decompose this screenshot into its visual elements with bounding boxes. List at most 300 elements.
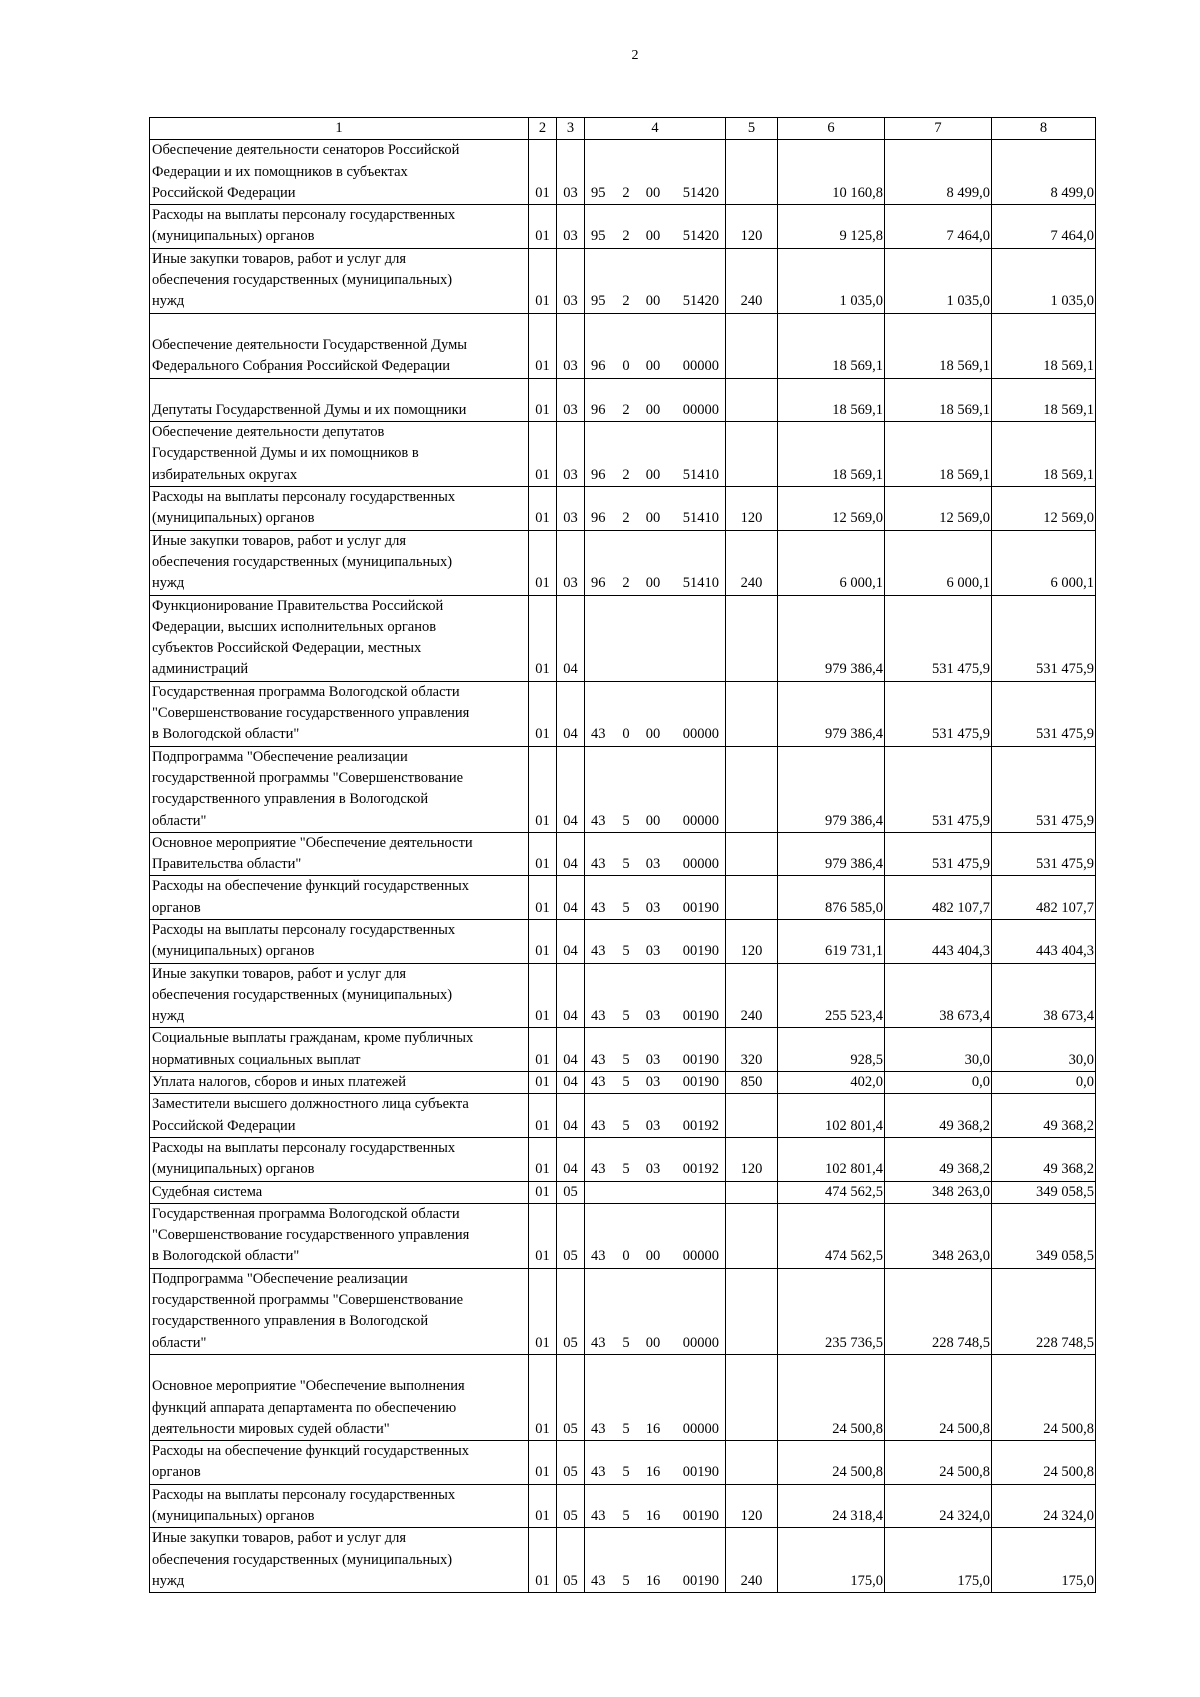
target-program-code: 96 [591,358,606,375]
target-subprogram-code: 5 [622,943,630,960]
row-subsection-code: 04 [557,1028,585,1072]
row-amount-col6: 18 569,1 [778,378,885,422]
target-subprogram-code: 2 [622,466,630,483]
target-activity-code: 00 [645,184,661,201]
row-target-article [585,681,726,746]
target-program-code: 43 [591,1420,606,1437]
row-target-article [585,1354,726,1440]
row-subsection-code: 04 [557,681,585,746]
row-amount-col6: 18 569,1 [778,422,885,487]
table-row [150,963,1096,1028]
row-expense-type [726,313,778,378]
row-name: Депутаты Государственной Думы и их помощники [150,378,529,422]
row-name: Функционирование Правительства Российской Федерации, высших исполнительных органов субъектов Российской Федерации, местных администраций [150,595,529,681]
row-amount-col6: 979 386,4 [778,681,885,746]
row-subsection-code: 05 [557,1354,585,1440]
target-program-code: 43 [591,726,606,743]
row-amount-col7: 18 569,1 [885,313,992,378]
row-amount-col6: 928,5 [778,1028,885,1072]
target-activity-code: 00 [645,575,661,592]
row-amount-col7: 24 324,0 [885,1484,992,1528]
target-subprogram-code: 5 [622,1074,630,1091]
row-amount-col8: 531 475,9 [992,832,1096,876]
target-subprogram-code: 0 [622,358,630,375]
table-row [150,1072,1096,1094]
row-amount-col8: 49 368,2 [992,1094,1096,1138]
target-subprogram-code: 5 [622,1420,630,1437]
target-article-parts [585,291,725,312]
row-expense-type: 240 [726,248,778,313]
row-section-code: 01 [529,1181,557,1203]
target-program-code: 43 [591,1117,606,1134]
table-row [150,530,1096,595]
table-row [150,681,1096,746]
row-amount-col8: 175,0 [992,1528,1096,1593]
target-program-code: 95 [591,184,606,201]
target-activity-code: 03 [645,899,661,916]
target-article-parts [585,811,725,832]
row-section-code: 01 [529,1028,557,1072]
row-section-code: 01 [529,248,557,313]
row-expense-type: 240 [726,1528,778,1593]
row-amount-col8: 531 475,9 [992,595,1096,681]
target-subprogram-code: 2 [622,575,630,592]
row-amount-col7: 30,0 [885,1028,992,1072]
row-section-code: 01 [529,1528,557,1593]
row-target-article [585,248,726,313]
target-article-parts [585,1571,725,1592]
row-amount-col6: 24 500,8 [778,1441,885,1485]
target-subprogram-code: 0 [622,726,630,743]
table-row [150,1181,1096,1203]
target-subprogram-code: 2 [622,228,630,245]
target-article-parts [585,1072,725,1093]
row-amount-col7: 348 263,0 [885,1203,992,1268]
row-subsection-code: 04 [557,746,585,832]
target-program-code: 43 [591,1161,606,1178]
row-amount-col6: 402,0 [778,1072,885,1094]
header-col-4: 4 [585,118,726,140]
target-activity-code: 16 [645,1464,661,1481]
target-activity-code: 00 [645,1334,661,1351]
row-target-article [585,1484,726,1528]
target-direction-code: 51410 [682,466,719,483]
row-expense-type [726,140,778,205]
table-row [150,487,1096,531]
row-name: Уплата налогов, сборов и иных платежей [150,1072,529,1094]
row-subsection-code: 05 [557,1203,585,1268]
row-amount-col6: 1 035,0 [778,248,885,313]
row-amount-col8: 18 569,1 [992,422,1096,487]
target-direction-code: 51410 [682,575,719,592]
row-section-code: 01 [529,205,557,249]
table-row [150,1094,1096,1138]
row-subsection-code: 05 [557,1181,585,1203]
row-amount-col8: 12 569,0 [992,487,1096,531]
row-section-code: 01 [529,1094,557,1138]
header-col-3: 3 [557,118,585,140]
table-header-row [150,118,1096,140]
target-activity-code: 00 [645,293,661,310]
target-article-parts [585,226,725,247]
row-target-article [585,1072,726,1094]
target-activity-code: 03 [645,1008,661,1025]
row-name: Подпрограмма "Обеспечение реализации государственной программы "Совершенствование государственного управления в Вологодской области" [150,1268,529,1354]
row-expense-type [726,1441,778,1485]
table-row [150,876,1096,920]
row-name: Государственная программа Вологодской области "Совершенствование государственного управления в Вологодской области" [150,681,529,746]
header-col-7: 7 [885,118,992,140]
row-expense-type: 240 [726,530,778,595]
row-name: Расходы на выплаты персоналу государственных (муниципальных) органов [150,1484,529,1528]
target-article-parts [585,573,725,594]
row-subsection-code: 03 [557,422,585,487]
target-activity-code: 00 [645,510,661,527]
header-col-1: 1 [150,118,529,140]
row-amount-col6: 18 569,1 [778,313,885,378]
row-subsection-code: 05 [557,1441,585,1485]
row-subsection-code: 05 [557,1484,585,1528]
row-target-article [585,530,726,595]
target-activity-code: 03 [645,1161,661,1178]
row-section-code: 01 [529,378,557,422]
row-subsection-code: 03 [557,140,585,205]
row-subsection-code: 03 [557,313,585,378]
row-amount-col6: 255 523,4 [778,963,885,1028]
row-section-code: 01 [529,530,557,595]
row-subsection-code: 04 [557,919,585,963]
target-subprogram-code: 5 [622,1008,630,1025]
row-amount-col8: 24 324,0 [992,1484,1096,1528]
table-row [150,205,1096,249]
row-name: Иные закупки товаров, работ и услуг для обеспечения государственных (муниципальных) нужд [150,1528,529,1593]
row-target-article [585,1528,726,1593]
target-activity-code: 00 [645,1248,661,1265]
row-section-code: 01 [529,1441,557,1485]
target-program-code: 43 [591,856,606,873]
row-amount-col6: 10 160,8 [778,140,885,205]
row-amount-col8: 8 499,0 [992,140,1096,205]
row-amount-col6: 979 386,4 [778,746,885,832]
target-program-code: 96 [591,466,606,483]
row-name: Обеспечение деятельности Государственной Думы Федерального Собрания Российской Федерации [150,313,529,378]
row-amount-col8: 18 569,1 [992,313,1096,378]
row-amount-col6: 876 585,0 [778,876,885,920]
table-row [150,140,1096,205]
target-program-code: 96 [591,575,606,592]
row-subsection-code: 03 [557,248,585,313]
target-program-code: 43 [591,1008,606,1025]
target-subprogram-code: 5 [622,856,630,873]
row-section-code: 01 [529,919,557,963]
target-article-parts [585,854,725,875]
target-direction-code: 00000 [682,1420,719,1437]
row-section-code: 01 [529,746,557,832]
row-section-code: 01 [529,1137,557,1181]
row-name: Расходы на обеспечение функций государственных органов [150,876,529,920]
row-expense-type [726,1354,778,1440]
row-subsection-code: 03 [557,487,585,531]
row-target-article [585,1137,726,1181]
header-col-5: 5 [726,118,778,140]
row-amount-col6: 235 736,5 [778,1268,885,1354]
row-section-code: 01 [529,1072,557,1094]
row-amount-col7: 18 569,1 [885,422,992,487]
target-program-code: 43 [591,1248,606,1265]
row-amount-col8: 0,0 [992,1072,1096,1094]
row-target-article [585,1181,726,1203]
row-section-code: 01 [529,681,557,746]
target-program-code: 43 [591,1334,606,1351]
row-amount-col7: 18 569,1 [885,378,992,422]
target-program-code: 95 [591,228,606,245]
row-name: Обеспечение деятельности сенаторов Российской Федерации и их помощников в субъектах Российской Федерации [150,140,529,205]
page-number: 2 [631,48,639,63]
row-expense-type: 120 [726,205,778,249]
row-expense-type: 240 [726,963,778,1028]
target-direction-code: 51420 [682,184,719,201]
target-subprogram-code: 5 [622,1508,630,1524]
table-row [150,248,1096,313]
row-amount-col8: 18 569,1 [992,378,1096,422]
row-amount-col8: 1 035,0 [992,248,1096,313]
row-target-article [585,1094,726,1138]
target-direction-code: 00000 [682,1248,719,1265]
row-amount-col7: 443 404,3 [885,919,992,963]
target-subprogram-code: 2 [622,293,630,310]
row-subsection-code: 04 [557,963,585,1028]
row-expense-type: 850 [726,1072,778,1094]
row-amount-col6: 979 386,4 [778,595,885,681]
target-activity-code: 16 [645,1420,661,1437]
row-expense-type [726,876,778,920]
target-activity-code: 00 [645,466,661,483]
row-expense-type [726,378,778,422]
row-expense-type [726,595,778,681]
target-article-parts [585,898,725,919]
row-amount-col8: 7 464,0 [992,205,1096,249]
row-name: Основное мероприятие "Обеспечение деятельности Правительства области" [150,832,529,876]
row-amount-col7: 228 748,5 [885,1268,992,1354]
row-expense-type: 120 [726,1484,778,1528]
target-subprogram-code: 0 [622,1248,630,1265]
row-amount-col8: 24 500,8 [992,1354,1096,1440]
row-name: Судебная система [150,1181,529,1203]
row-amount-col7: 531 475,9 [885,832,992,876]
row-subsection-code: 04 [557,595,585,681]
row-amount-col6: 474 562,5 [778,1203,885,1268]
row-amount-col7: 49 368,2 [885,1094,992,1138]
row-name: Иные закупки товаров, работ и услуг для обеспечения государственных (муниципальных) нужд [150,248,529,313]
table-row [150,1203,1096,1268]
row-expense-type: 320 [726,1028,778,1072]
row-amount-col8: 38 673,4 [992,963,1096,1028]
row-amount-col7: 348 263,0 [885,1181,992,1203]
row-amount-col6: 102 801,4 [778,1094,885,1138]
target-subprogram-code: 5 [622,1117,630,1134]
target-program-code: 43 [591,1508,606,1524]
target-direction-code: 00190 [682,1008,719,1025]
row-section-code: 01 [529,313,557,378]
target-program-code: 43 [591,899,606,916]
row-amount-col7: 6 000,1 [885,530,992,595]
target-direction-code: 00190 [682,1051,719,1068]
target-direction-code: 00000 [682,401,719,418]
row-amount-col8: 443 404,3 [992,919,1096,963]
row-amount-col7: 531 475,9 [885,746,992,832]
target-activity-code: 03 [645,1074,661,1091]
row-amount-col7: 24 500,8 [885,1354,992,1440]
target-subprogram-code: 5 [622,1334,630,1351]
row-name: Государственная программа Вологодской области "Совершенствование государственного управления в Вологодской области" [150,1203,529,1268]
row-subsection-code: 03 [557,378,585,422]
target-activity-code: 03 [645,1117,661,1134]
target-subprogram-code: 5 [622,1161,630,1178]
target-activity-code: 03 [645,856,661,873]
target-direction-code: 51420 [682,293,719,310]
header-col-6: 6 [778,118,885,140]
row-name: Социальные выплаты гражданам, кроме публичных нормативных социальных выплат [150,1028,529,1072]
row-expense-type: 120 [726,487,778,531]
target-direction-code: 00000 [682,358,719,375]
target-direction-code: 00000 [682,856,719,873]
target-subprogram-code: 5 [622,812,630,829]
target-activity-code: 00 [645,228,661,245]
row-amount-col8: 228 748,5 [992,1268,1096,1354]
target-subprogram-code: 5 [622,1051,630,1068]
row-name: Обеспечение деятельности депутатов Государственной Думы и их помощников в избирательных округах [150,422,529,487]
target-article-parts [585,1462,725,1483]
row-section-code: 01 [529,1203,557,1268]
target-subprogram-code: 2 [622,184,630,201]
table-row [150,1484,1096,1528]
row-target-article [585,832,726,876]
table-row [150,313,1096,378]
table-row [150,595,1096,681]
target-subprogram-code: 5 [622,899,630,916]
target-article-parts [585,941,725,962]
row-amount-col8: 30,0 [992,1028,1096,1072]
row-target-article [585,746,726,832]
row-target-article [585,378,726,422]
row-expense-type [726,832,778,876]
row-amount-col6: 9 125,8 [778,205,885,249]
row-section-code: 01 [529,140,557,205]
target-subprogram-code: 5 [622,1464,630,1481]
row-target-article [585,313,726,378]
row-amount-col6: 12 569,0 [778,487,885,531]
row-target-article [585,1203,726,1268]
row-name: Расходы на обеспечение функций государственных органов [150,1441,529,1485]
budget-table [149,117,1096,1593]
row-target-article [585,140,726,205]
row-subsection-code: 03 [557,205,585,249]
row-section-code: 01 [529,422,557,487]
target-activity-code: 00 [645,812,661,829]
table-body [150,118,1096,1593]
target-direction-code: 00000 [682,726,719,743]
table-row [150,1441,1096,1485]
row-subsection-code: 03 [557,530,585,595]
table-row [150,1528,1096,1593]
target-program-code: 43 [591,1464,606,1481]
target-program-code: 43 [591,943,606,960]
row-amount-col7: 38 673,4 [885,963,992,1028]
header-col-8: 8 [992,118,1096,140]
target-article-parts [585,1006,725,1027]
row-subsection-code: 04 [557,1094,585,1138]
target-direction-code: 00190 [682,1572,719,1589]
target-article-parts [585,1246,725,1267]
row-amount-col8: 49 368,2 [992,1137,1096,1181]
table-row [150,832,1096,876]
target-activity-code: 03 [645,943,661,960]
target-article-parts [585,1333,725,1354]
table-row [150,1354,1096,1440]
row-amount-col6: 102 801,4 [778,1137,885,1181]
target-direction-code: 00000 [682,1334,719,1351]
target-article-parts [585,724,725,745]
target-article-parts [585,1419,725,1440]
target-direction-code: 00192 [682,1161,719,1178]
row-expense-type [726,1181,778,1203]
target-program-code: 43 [591,1051,606,1068]
target-article-parts [585,356,725,377]
row-section-code: 01 [529,963,557,1028]
target-direction-code: 00190 [682,899,719,916]
row-amount-col7: 12 569,0 [885,487,992,531]
row-subsection-code: 05 [557,1528,585,1593]
table-row [150,1268,1096,1354]
table-row [150,422,1096,487]
target-direction-code: 00190 [682,1074,719,1091]
row-amount-col6: 619 731,1 [778,919,885,963]
target-subprogram-code: 2 [622,401,630,418]
row-subsection-code: 05 [557,1268,585,1354]
row-amount-col6: 979 386,4 [778,832,885,876]
row-target-article [585,963,726,1028]
row-amount-col6: 6 000,1 [778,530,885,595]
row-amount-col7: 1 035,0 [885,248,992,313]
target-article-parts [585,400,725,421]
row-amount-col6: 24 500,8 [778,1354,885,1440]
target-program-code: 43 [591,812,606,829]
target-article-parts [585,1116,725,1137]
target-direction-code: 00000 [682,812,719,829]
target-subprogram-code: 2 [622,510,630,527]
row-amount-col8: 531 475,9 [992,681,1096,746]
row-amount-col8: 531 475,9 [992,746,1096,832]
row-amount-col7: 531 475,9 [885,681,992,746]
row-section-code: 01 [529,595,557,681]
row-amount-col7: 24 500,8 [885,1441,992,1485]
target-activity-code: 16 [645,1508,661,1524]
row-amount-col6: 175,0 [778,1528,885,1593]
row-expense-type [726,1268,778,1354]
target-activity-code: 00 [645,726,661,743]
row-name: Расходы на выплаты персоналу государственных (муниципальных) органов [150,487,529,531]
row-expense-type [726,681,778,746]
row-expense-type [726,1094,778,1138]
target-article-parts [585,1159,725,1180]
row-expense-type [726,1203,778,1268]
row-section-code: 01 [529,1354,557,1440]
row-expense-type [726,422,778,487]
table-row [150,919,1096,963]
row-subsection-code: 04 [557,876,585,920]
row-amount-col7: 531 475,9 [885,595,992,681]
target-article-parts [585,1506,725,1527]
